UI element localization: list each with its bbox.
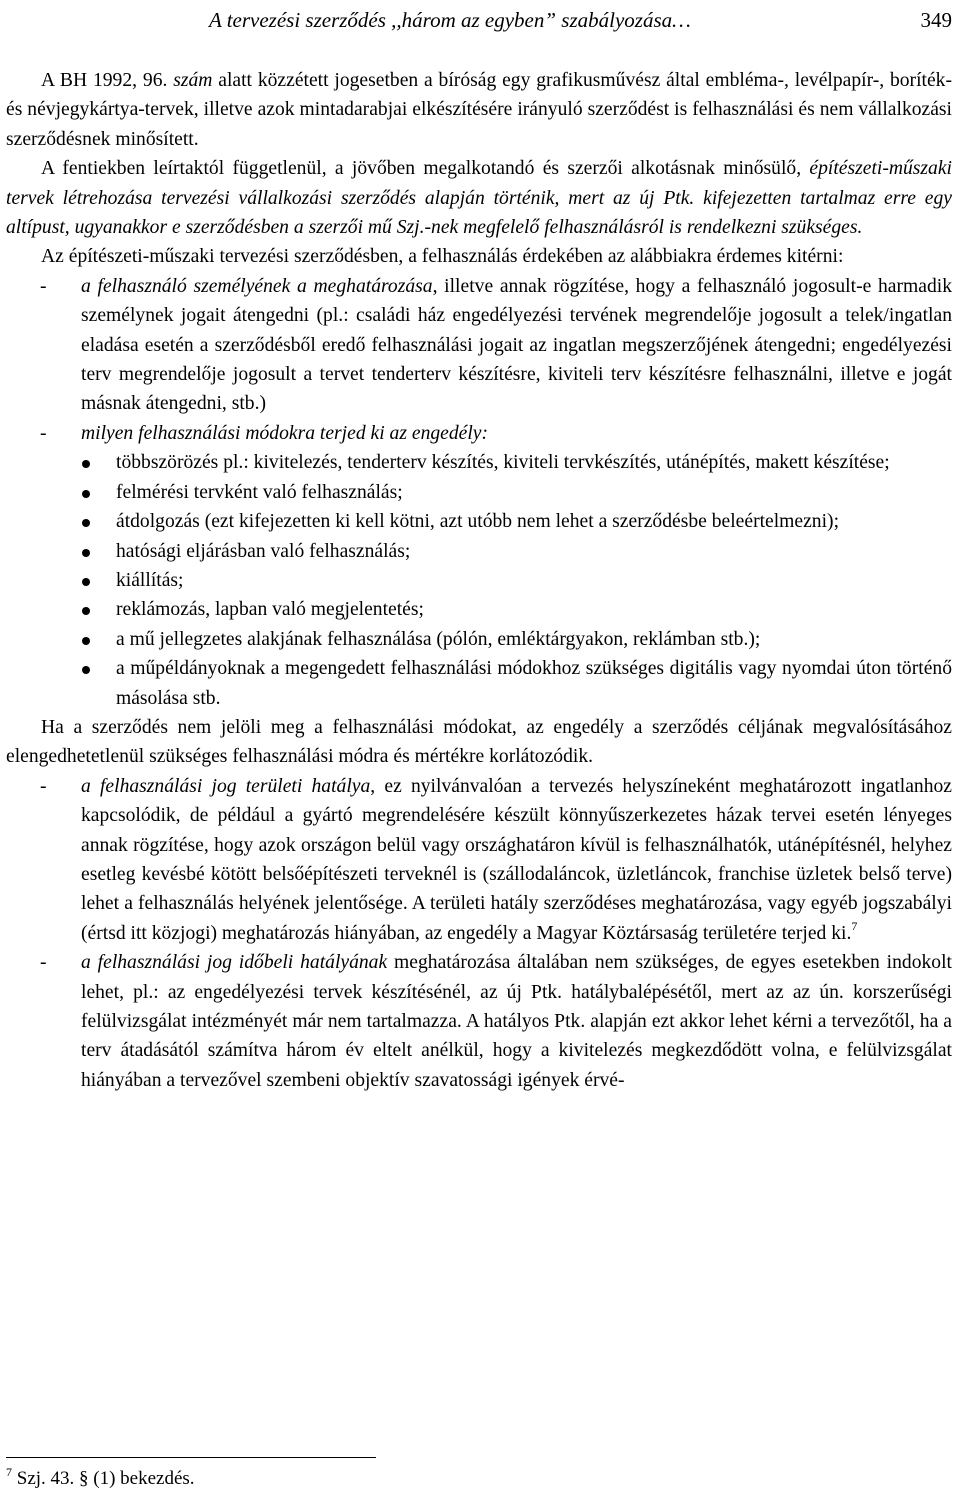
- paragraph-design-contract: A fentiekben leírtaktól függetlenül, a jövőben megalkotandó és szerzői alkotásnak minősülő, építészeti-műszaki tervek létrehozása tervezési vállalkozási szerződés alapján történik, mert az új Ptk. kifejezetten tartalmaz erre egy altípust, ugyanakkor e szerződésben a szerzői mű Szj.-nek megfelelő felhasználásról is rendelkezni szükséges.: [6, 158, 952, 239]
- bullet-item: kiállítás;: [6, 566, 952, 595]
- footnote: [6, 1466, 195, 1492]
- dash-item-territorial-scope: - a felhasználási jog területi hatálya, ez nyilvánvalóan a tervezés helyszíneként meghatározott ingatlanhoz kapcsolódik, de például a gyártó megrendelésére készült könnyűszerkezetes házak tervei esetén lényeges annak rögzítése, hogy azok országon belül vagy országhatáron kívül is felhasználhatók, utánépítésnél, helyhez esetleg kevésbé kötött belsőépítészeti terveknél is (szállodaláncok, üzletláncok, franchise üzletek belső terve) lehet a felhasználás helyének jelentősége. A területi hatály szerződéses meghatározása, vagy egyéb jogszabályi (értsd itt közjogi) meghatározás hiányában, az engedély a Magyar Köztársaság területére terjed ki.$^7$: [6, 772, 952, 948]
- header-title: A tervezési szerződés ,,három az egyben” szabályozása…: [209, 8, 691, 32]
- running-header: [0, 4, 952, 36]
- footnote-separator: [6, 1457, 376, 1458]
- bullet-icon: [82, 666, 90, 674]
- bullet-icon: [82, 578, 90, 586]
- dash-marker: -: [40, 422, 47, 444]
- paragraph-bh-case: A BH 1992, 96. szám alatt közzétett jogesetben a bíróság egy grafikusművész által embléma-, levélpapír-, boríték- és névjegykártya-tervek, illetve azok mintadarabjai elkészítésére irányuló szerződést is felhasználási és nem vállalkozási szerződésnek minősített.: [6, 70, 952, 150]
- bullet-item: hatósági eljárásban való felhasználás;: [6, 537, 952, 566]
- dash-marker: -: [40, 775, 47, 797]
- bullet-item: átdolgozás (ezt kifejezetten ki kell kötni, azt utóbb nem lehet a szerződésbe beleértelmezni);: [6, 507, 952, 536]
- footnote-number: 7: [6, 1465, 12, 1479]
- body-text: [6, 66, 952, 1095]
- dash-marker: -: [40, 952, 47, 974]
- dash-item-usage-modes: - milyen felhasználási módokra terjed ki az engedély:: [6, 419, 952, 448]
- dash-item-temporal-scope: - a felhasználási jog időbeli hatályának meghatározása általában nem szükséges, de egyes esetekben indokolt lehet, pl.: az engedélyezési tervek készítésénél, az új Ptk. hatálybalépésétől, mert az az ún. korszerűségi felülvizsgálat intézményét már nem tartalmazza. A hatályos Ptk. alapján ezt akkor lehet kérni a tervezőtől, ha a terv átadásától számítva három év eltelt anélkül, hogy a kivitelezés megkezdődött volna, e felülvizsgálat hiányában a tervezővel szembeni objektív szavatossági igények érvé-: [6, 948, 952, 1095]
- dash-marker: -: [40, 275, 47, 297]
- bullet-icon: [82, 490, 90, 498]
- bullet-item: többszörözés pl.: kivitelezés, tenderterv készítés, kiviteli tervkészítés, utánépítés, makett készítése;: [6, 448, 952, 477]
- bullet-icon: [82, 637, 90, 645]
- footnote-text: Szj. 43. § (1) bekezdés.: [12, 1468, 195, 1489]
- paragraph-intro-list: Az építészeti-műszaki tervezési szerződésben, a felhasználás érdekében az alábbiakra érdemes kitérni:: [41, 246, 844, 268]
- page-number: 349: [920, 8, 952, 32]
- bullet-item: felmérési tervként való felhasználás;: [6, 478, 952, 507]
- footnote-ref[interactable]: 7: [851, 918, 858, 933]
- bullet-icon: [82, 607, 90, 615]
- bullet-item: a műpéldányoknak a megengedett felhasználási módokhoz szükséges digitális vagy nyomdai úton történő másolása stb.: [6, 654, 952, 713]
- bullet-icon: [82, 460, 90, 468]
- bullet-icon: [82, 549, 90, 557]
- bullet-icon: [82, 519, 90, 527]
- paragraph-default-scope: Ha a szerződés nem jelöli meg a felhasználási módokat, az engedély a szerződés céljának megvalósításához elengedhetetlenül szükséges felhasználási módra és mértékre korlátozódik.: [6, 716, 952, 768]
- dash-item-user: - a felhasználó személyének a meghatározása, illetve annak rögzítése, hogy a felhasználó jogosult-e harmadik személynek jogait átengedni (pl.: családi ház engedélyezési tervének megrendelője jogosult a telek/ingatlan eladása esetén a szerződésből eredő felhasználási jogait az ingatlan megszerzőjének átengedni; engedélyezési terv megrendelője jogosult a tervet tenderterv készítésre, kiviteli terv készítésre felhasználni, illetve e jogát másnak átengedni, stb.): [6, 272, 952, 419]
- bullet-item: a mű jellegzetes alakjának felhasználása (pólón, emléktárgyakon, reklámban stb.);: [6, 625, 952, 654]
- bullet-item: reklámozás, lapban való megjelentetés;: [6, 595, 952, 624]
